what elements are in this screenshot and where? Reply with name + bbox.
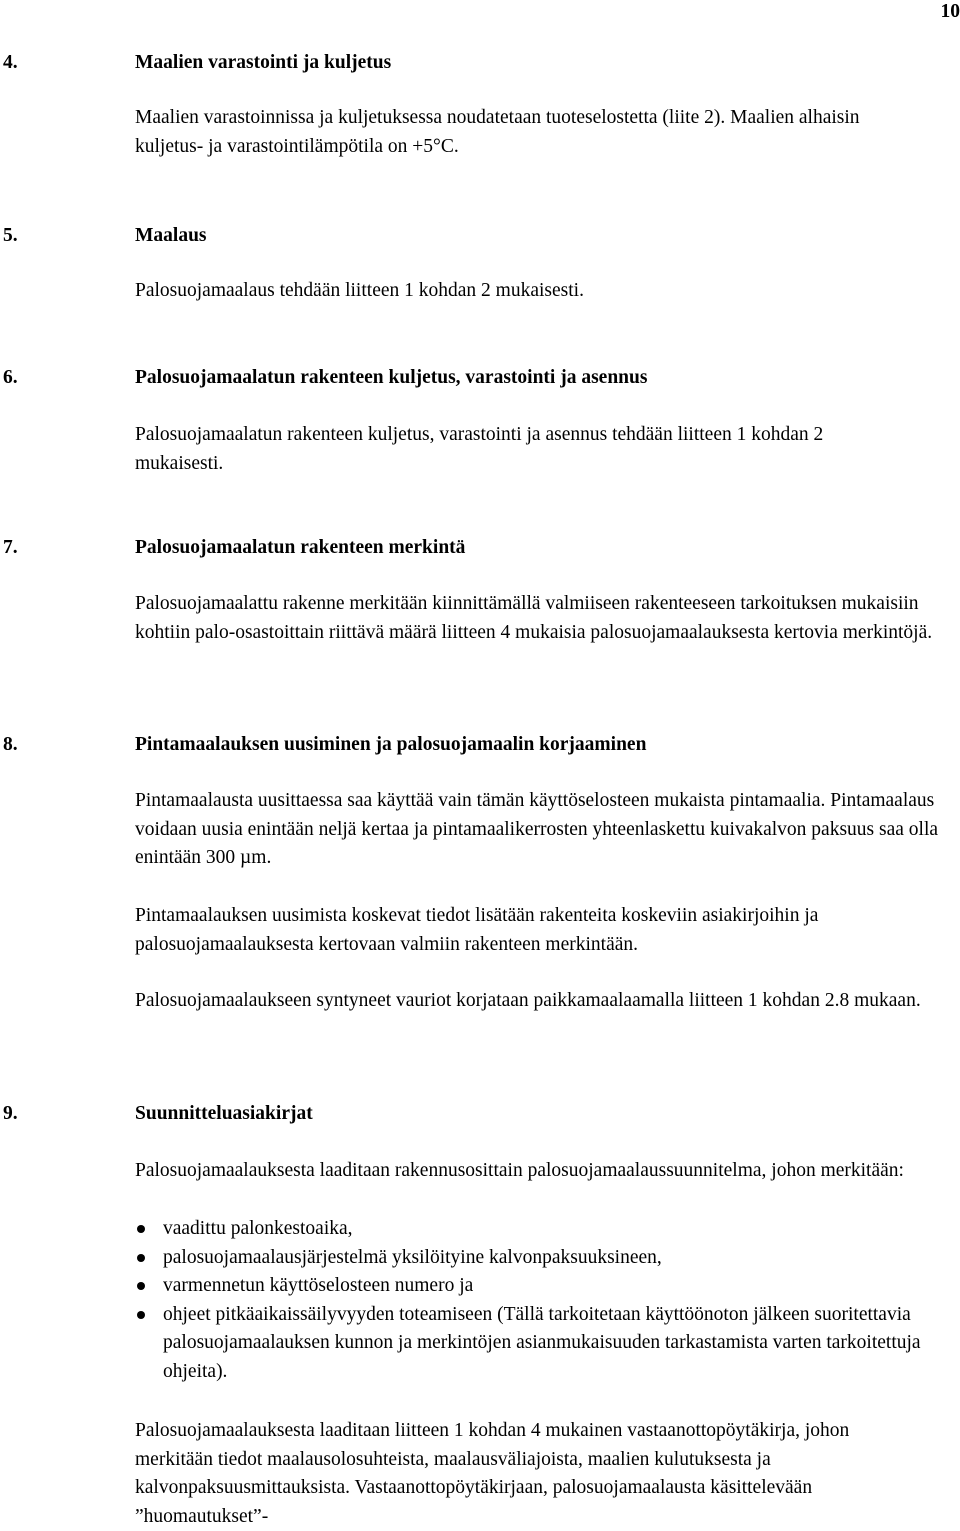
bullet-icon (137, 1311, 145, 1319)
section-number: 6. (3, 367, 18, 388)
bullet-icon (137, 1254, 145, 1262)
list-item: varmennetun käyttöselosteen numero ja (135, 1272, 935, 1301)
section-4 (0, 49, 960, 157)
section-heading (0, 534, 960, 563)
section-heading (0, 222, 960, 251)
section-heading (0, 364, 960, 393)
list-item: palosuojamaalausjärjestelmä yksilöityine kalvonpaksuuksineen, (135, 1244, 935, 1273)
paragraph: Palosuojamaalauksesta laaditaan rakennusosittain palosuojamaalaussuunnitelma, johon merkitään: (135, 1160, 904, 1181)
section-title: Palosuojamaalatun rakenteen merkintä (135, 537, 466, 558)
section-title: Maalien varastointi ja kuljetus (135, 52, 392, 73)
section-5 (0, 222, 960, 301)
section-title: Palosuojamaalatun rakenteen kuljetus, varastointi ja asennus (135, 367, 648, 388)
section-title: Suunnitteluasiakirjat (135, 1103, 313, 1124)
section-number: 4. (3, 52, 18, 73)
paragraph: Palosuojamaalattu rakenne merkitään kiinnittämällä valmiiseen rakenteeseen tarkoituksen mukaisiin kohtiin palo-osastoittain riittävä määrä liitteen 4 mukaisia palosuojamaalauksesta kertovia merkintöjä. (135, 593, 933, 643)
section-8 (0, 731, 960, 1011)
paragraph: Palosuojamaalatun rakenteen kuljetus, varastointi ja asennus tehdään liitteen 1 kohdan 2 mukaisesti. (135, 424, 824, 474)
section-title: Maalaus (135, 225, 207, 246)
list-item: ohjeet pitkäaikaissäilyvyyden toteamiseen (Tällä tarkoitetaan käyttöönoton jälkeen suoritettavia palosuojamaalauksen kunnon ja merkintöjen asianmukaisuuden tarkastamista varten tarkoitettuja ohjeita). (135, 1301, 935, 1387)
bullet-list (135, 1215, 935, 1386)
paragraph: Palosuojamaalaukseen syntyneet vauriot korjataan paikkamaalaamalla liitteen 1 kohdan 2.8 mukaan. (135, 990, 921, 1011)
section-number: 7. (3, 537, 18, 558)
section-6 (0, 364, 960, 474)
list-item: vaadittu palonkestoaika, (135, 1215, 935, 1244)
section-heading (0, 731, 960, 760)
section-title: Pintamaalauksen uusiminen ja palosuojamaalin korjaaminen (135, 734, 647, 755)
page-number: 10 (940, 1, 960, 22)
bullet-icon (137, 1225, 145, 1233)
section-number: 8. (3, 734, 18, 755)
paragraph: Palosuojamaalauksesta laaditaan liitteen 1 kohdan 4 mukainen vastaanottopöytäkirja, johon merkitään tiedot maalausolosuhteista, maalausväliajoista, maalien kulutuksesta ja kalvonpaksuusmittauksista. Vastaanottopöytäkirjaan, palosuojamaalausta käsittelevään ”huomautukset”- (135, 1420, 850, 1527)
section-heading (0, 1100, 960, 1129)
section-number: 5. (3, 225, 18, 246)
section-9 (0, 1100, 960, 1527)
bullet-icon (137, 1282, 145, 1290)
section-7 (0, 534, 960, 643)
paragraph: Pintamaalausta uusittaessa saa käyttää vain tämän käyttöselosteen mukaista pintamaalia. Pintamaalaus voidaan uusia enintään neljä kertaa ja pintamaalikerrosten yhteenlaskettu kuivakalvon paksuus saa olla enintään 300 µm. (135, 790, 939, 868)
paragraph: Palosuojamaalaus tehdään liitteen 1 kohdan 2 mukaisesti. (135, 280, 584, 301)
section-heading (0, 49, 960, 78)
paragraph: Pintamaalauksen uusimista koskevat tiedot lisätään rakenteita koskeviin asiakirjoihin ja palosuojamaalauksesta kertovaan valmiin rakenteen merkintään. (135, 905, 819, 955)
section-number: 9. (3, 1103, 18, 1124)
paragraph: Maalien varastoinnissa ja kuljetuksessa noudatetaan tuoteselostetta (liite 2). Maalien alhaisin kuljetus- ja varastointilämpötila on +5°C. (135, 107, 860, 157)
